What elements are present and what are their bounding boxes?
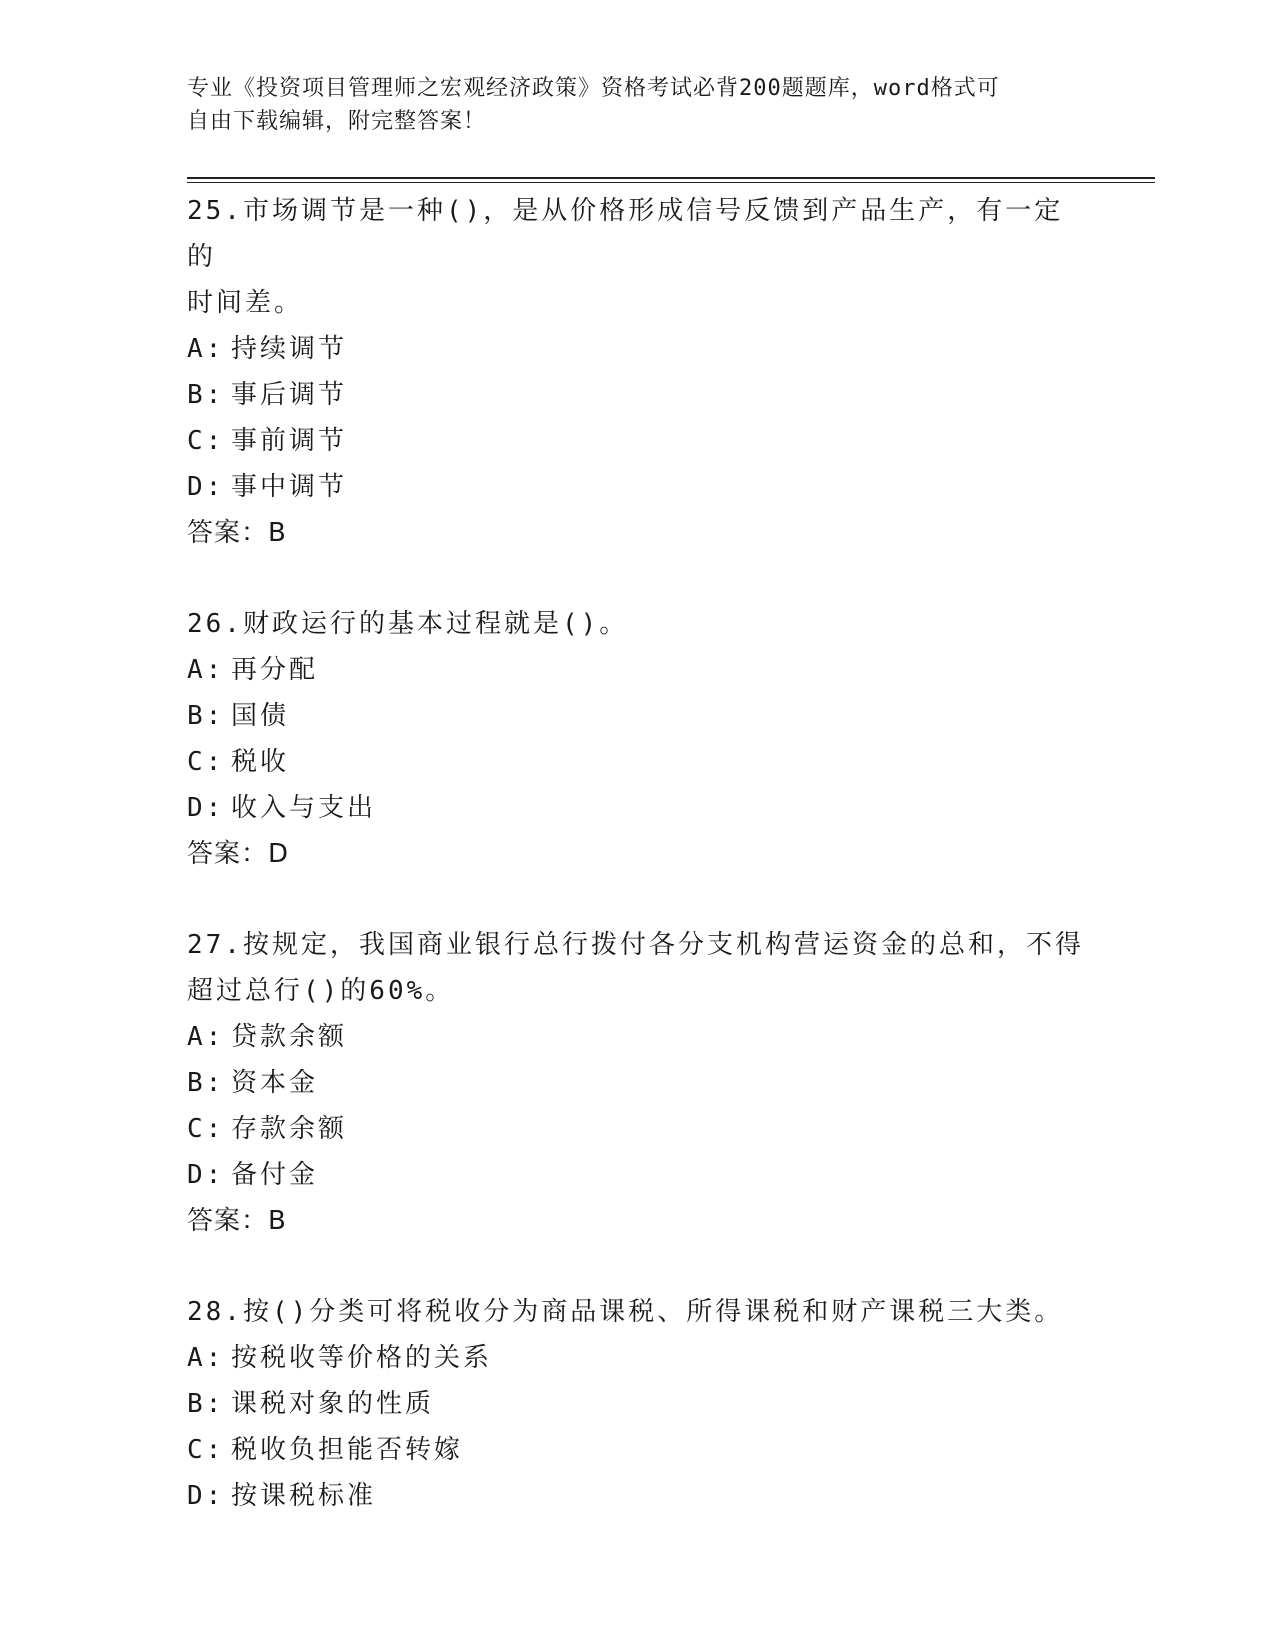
option-a [187, 1335, 1087, 1381]
option-letter: B: [187, 1389, 225, 1419]
option-d [187, 1152, 1087, 1198]
option-letter: C: [187, 1114, 225, 1144]
question-stem-line-1: 27.按规定，我国商业银行总行拨付各分支机构营运资金的总和，不得 [187, 930, 1084, 960]
option-letter: D: [187, 1160, 225, 1190]
option-c [187, 418, 1087, 464]
question-stem-line-2: 时间差。 [187, 288, 304, 318]
option-b [187, 693, 1087, 739]
question-27 [187, 922, 1087, 1244]
option-letter: B: [187, 380, 225, 410]
option-d [187, 1473, 1087, 1519]
option-c [187, 1427, 1087, 1473]
answer-line: 答案：B [187, 518, 287, 548]
option-text: 存款余额 [231, 1114, 348, 1144]
option-a [187, 647, 1087, 693]
option-b [187, 1381, 1087, 1427]
option-d [187, 785, 1087, 831]
document-header [187, 72, 1087, 138]
option-text: 持续调节 [231, 334, 348, 364]
option-letter: D: [187, 793, 225, 823]
answer-line: 答案：B [187, 1206, 287, 1236]
option-b [187, 1060, 1087, 1106]
option-letter: D: [187, 472, 225, 502]
question-list [187, 188, 1087, 1564]
header-line-2: 自由下载编辑，附完整答案！ [187, 109, 487, 134]
header-line-1: 专业《投资项目管理师之宏观经济政策》资格考试必背200题题库，word格式可 [187, 76, 1000, 101]
option-d [187, 464, 1087, 510]
option-text: 备付金 [231, 1160, 319, 1190]
option-letter: C: [187, 1435, 225, 1465]
option-letter: C: [187, 426, 225, 456]
header-divider-thick [187, 177, 1155, 179]
option-text: 事中调节 [231, 472, 348, 502]
option-text: 按税收等价格的关系 [231, 1343, 493, 1373]
option-letter: A: [187, 655, 225, 685]
option-text: 收入与支出 [231, 793, 377, 823]
header-divider-thin [187, 182, 1155, 183]
option-a [187, 1014, 1087, 1060]
option-text: 事前调节 [231, 426, 348, 456]
option-letter: A: [187, 1022, 225, 1052]
option-letter: A: [187, 334, 225, 364]
question-stem-line-1: 28.按()分类可将税收分为商品课税、所得课税和财产课税三大类。 [187, 1297, 1064, 1327]
option-text: 课税对象的性质 [231, 1389, 435, 1419]
option-letter: D: [187, 1481, 225, 1511]
option-text: 按课税标准 [231, 1481, 377, 1511]
option-text: 事后调节 [231, 380, 348, 410]
question-28 [187, 1289, 1087, 1519]
option-a [187, 326, 1087, 372]
option-text: 资本金 [231, 1068, 319, 1098]
option-c [187, 1106, 1087, 1152]
question-stem-line-2: 超过总行()的60%。 [187, 976, 455, 1006]
option-b [187, 372, 1087, 418]
option-text: 贷款余额 [231, 1022, 348, 1052]
question-25 [187, 188, 1087, 556]
option-text: 再分配 [231, 655, 319, 685]
option-letter: B: [187, 1068, 225, 1098]
option-text: 税收负担能否转嫁 [231, 1435, 464, 1465]
option-letter: A: [187, 1343, 225, 1373]
option-c [187, 739, 1087, 785]
question-stem-line-1: 25.市场调节是一种()，是从价格形成信号反馈到产品生产，有一定的 [187, 196, 1064, 272]
option-text: 税收 [231, 747, 290, 777]
question-stem-line-1: 26.财政运行的基本过程就是()。 [187, 609, 629, 639]
option-letter: B: [187, 701, 225, 731]
option-text: 国债 [231, 701, 290, 731]
answer-line: 答案：D [187, 839, 290, 869]
option-letter: C: [187, 747, 225, 777]
question-26 [187, 601, 1087, 877]
